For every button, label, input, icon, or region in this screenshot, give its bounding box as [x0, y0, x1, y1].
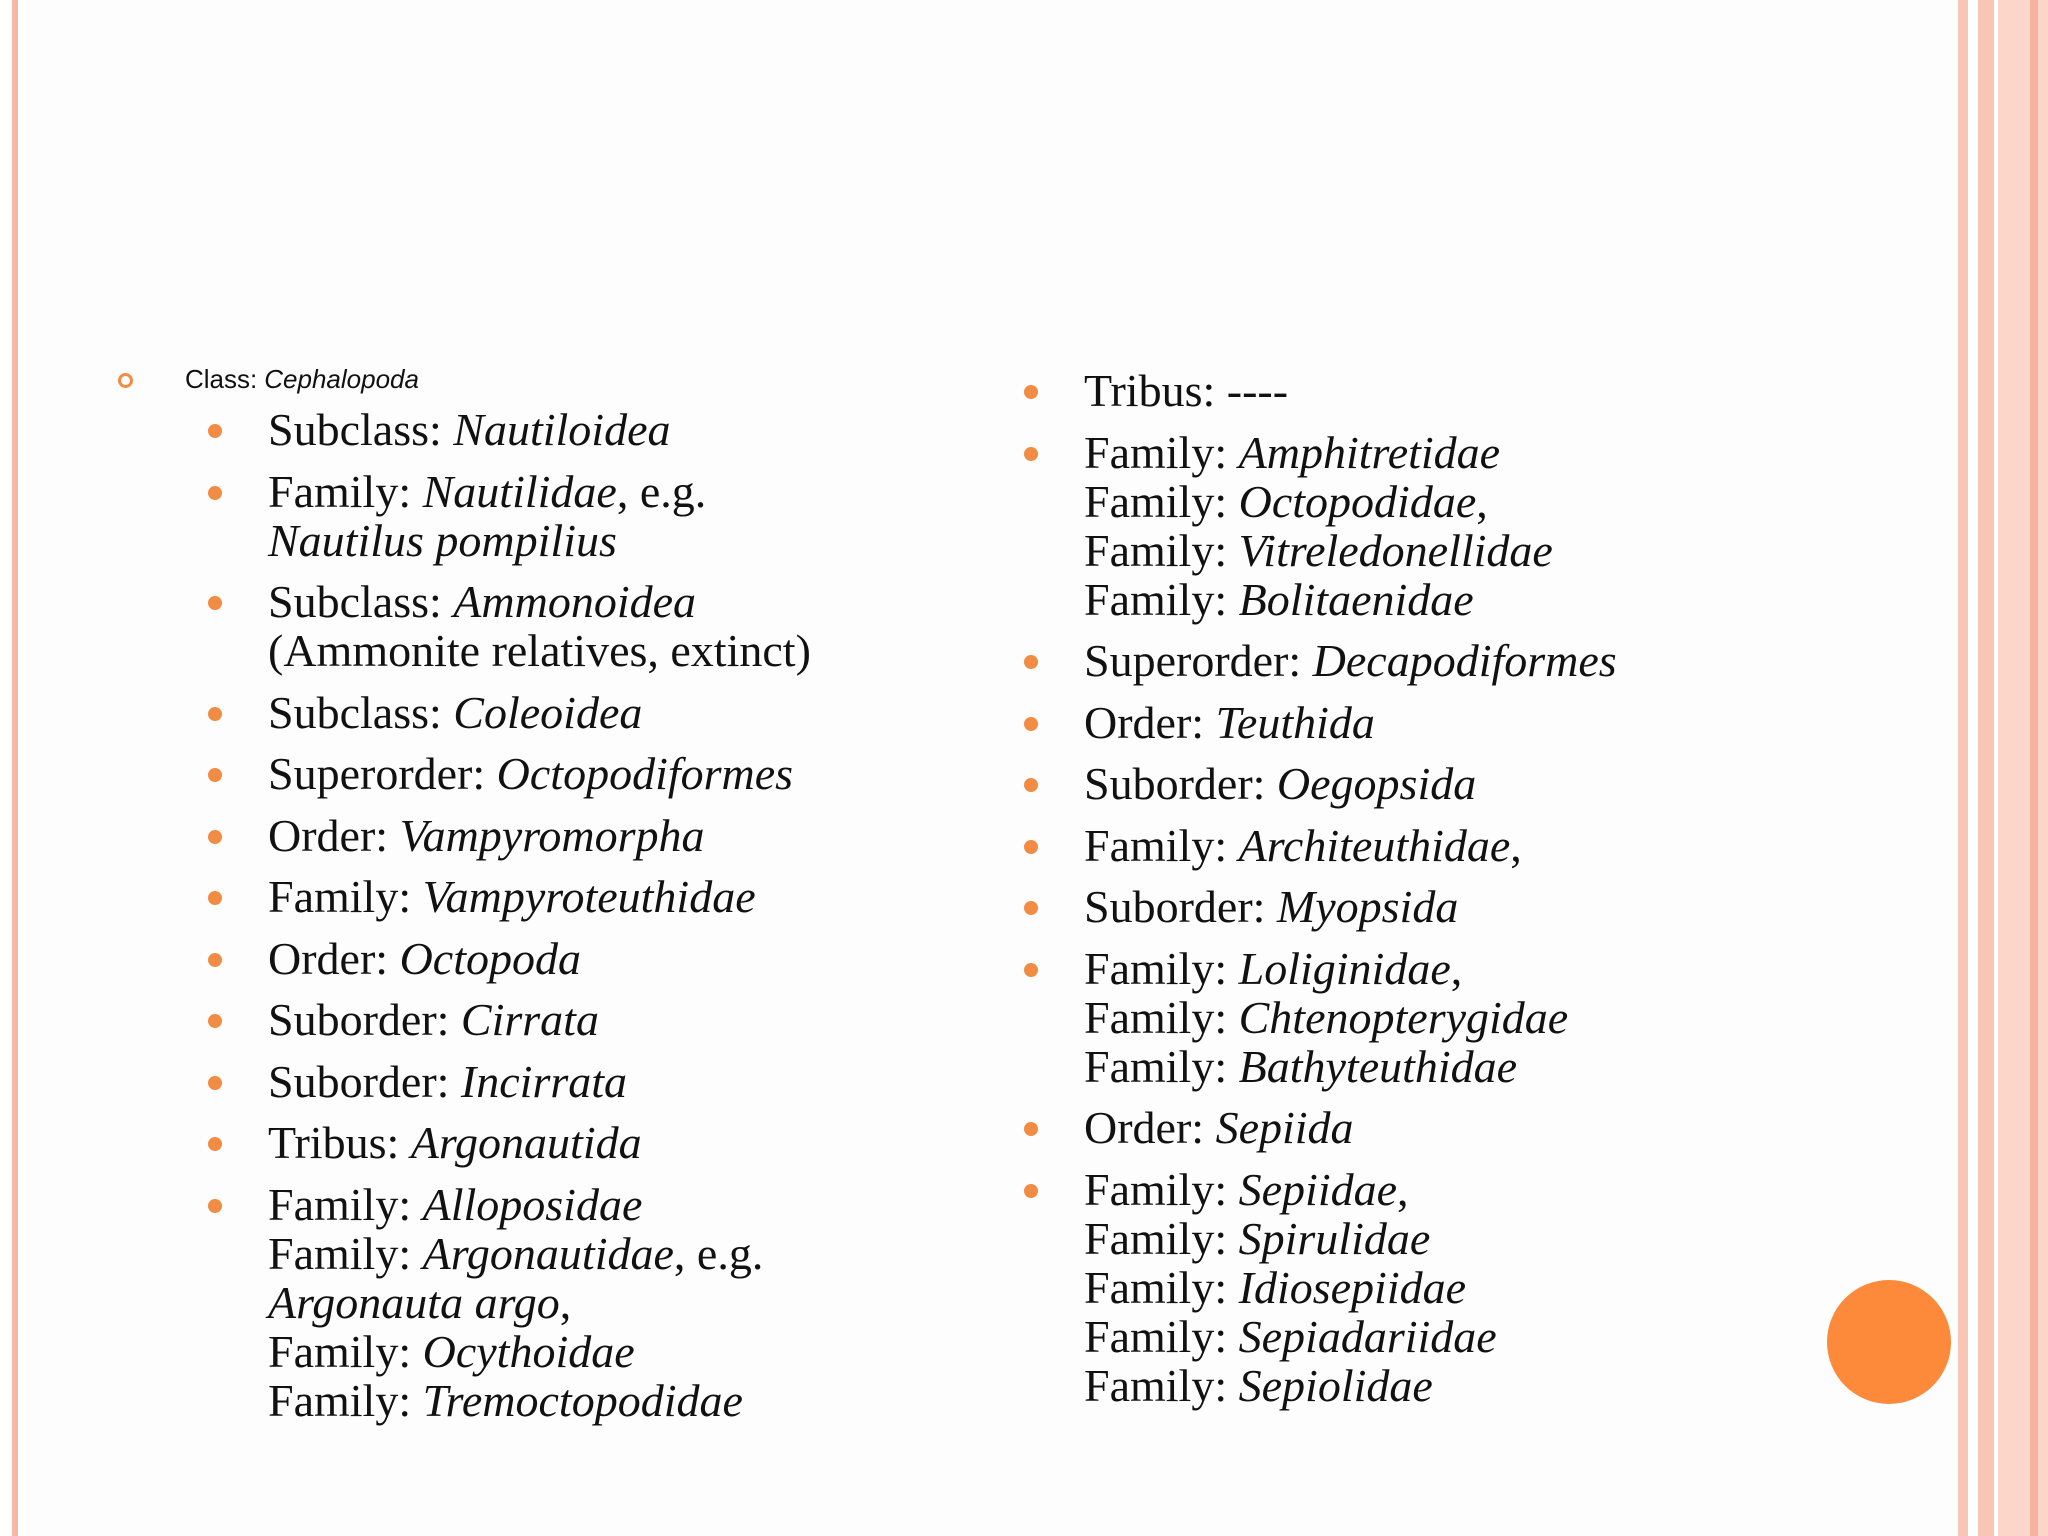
bullet-icon: [1024, 447, 1038, 461]
taxon-line: [268, 1057, 920, 1106]
taxon-rank: Family:: [1084, 1212, 1228, 1264]
taxon-name: Chtenopterygidae: [1238, 991, 1569, 1043]
taxon-rank: Subclass:: [268, 686, 442, 738]
taxon-rank: Family:: [1084, 1310, 1228, 1362]
taxon-line: [268, 1327, 920, 1376]
taxon-line: [268, 1118, 920, 1167]
taxon-suffix: ,: [1397, 1163, 1409, 1215]
taxon-name: Octopodiformes: [496, 748, 794, 799]
taxon-rank: Family:: [1084, 991, 1228, 1043]
taxon-line: [268, 872, 920, 921]
taxon-name: Sepiolidae: [1238, 1359, 1433, 1411]
bullet-icon: [1024, 385, 1038, 399]
taxon-rank: Family:: [268, 1325, 412, 1377]
taxon-line: [268, 934, 920, 983]
bullet-icon: [1024, 1184, 1038, 1198]
taxon-name: Sepiadariidae: [1238, 1310, 1497, 1362]
right-border-stripe: [2030, 0, 2038, 1536]
taxon-rank: Tribus: ----: [1084, 365, 1289, 416]
list-item: [1016, 366, 1736, 415]
right-border-stripe: [1998, 0, 2048, 1536]
right-border-stripe: [1978, 0, 1994, 1536]
taxon-name: Nautilidae: [422, 465, 617, 517]
class-heading: [118, 364, 419, 394]
taxon-line: [1084, 428, 1736, 477]
taxon-rank: Subclass:: [268, 404, 442, 455]
taxon-name: Oegopsida: [1276, 758, 1477, 809]
taxon-suffix: ,: [1476, 475, 1488, 527]
bullet-icon: [208, 891, 222, 905]
taxon-rank: Order:: [1084, 1102, 1205, 1153]
list-item: [1016, 759, 1736, 808]
taxon-line: [1084, 366, 1736, 415]
taxon-rank: Order:: [268, 809, 389, 861]
list-item: [200, 577, 920, 675]
taxon-name: Bolitaenidae: [1238, 573, 1474, 625]
bullet-icon: [208, 424, 222, 438]
taxon-rank: Suborder:: [268, 994, 450, 1045]
list-item: [200, 934, 920, 983]
taxon-name: Nautiloidea: [453, 404, 671, 455]
taxon-name: Octopoda: [399, 932, 581, 984]
taxon-line: [1084, 636, 1736, 685]
left-taxonomy-list: [200, 405, 920, 1437]
bullet-icon: [1024, 901, 1038, 915]
taxon-rank: Family:: [1084, 426, 1228, 478]
bullet-icon: [1024, 963, 1038, 977]
taxon-line: [1084, 993, 1736, 1042]
taxon-line: [268, 1376, 920, 1425]
list-item: [200, 1057, 920, 1106]
taxon-name: Loliginidae: [1238, 942, 1451, 994]
taxon-line: [1084, 1165, 1736, 1214]
taxon-rank: Order:: [1084, 696, 1205, 748]
taxon-suffix: ,: [1450, 942, 1463, 994]
hollow-bullet-icon: [118, 373, 133, 388]
taxon-name: Argonautidae: [422, 1227, 674, 1279]
taxon-line: [1084, 1263, 1736, 1312]
list-item: [1016, 636, 1736, 685]
taxon-rank: Superorder:: [1084, 635, 1302, 686]
taxon-suffix: , e.g.: [673, 1227, 764, 1279]
bullet-icon: [1024, 778, 1038, 792]
taxon-line: [1084, 1361, 1736, 1410]
taxon-name: Alloposidae: [422, 1178, 643, 1230]
taxon-line: [1084, 1214, 1736, 1263]
taxon-name: Ammonoidea: [453, 576, 697, 627]
taxon-line: [268, 1278, 920, 1327]
right-border: [1956, 0, 2048, 1536]
taxon-name: Nautilus pompilius: [268, 514, 617, 566]
taxon-name: Idiosepiidae: [1238, 1261, 1467, 1313]
taxon-line: [268, 405, 920, 454]
left-border: [0, 0, 26, 1536]
taxon-name: Argonauta argo: [268, 1276, 560, 1328]
bullet-icon: [208, 1076, 222, 1090]
taxon-name: Tremoctopodidae: [422, 1374, 743, 1426]
taxon-line: [1084, 698, 1736, 747]
bullet-icon: [208, 830, 222, 844]
taxon-rank: Family:: [1084, 1359, 1228, 1411]
taxon-rank: Family:: [1084, 1261, 1228, 1313]
taxon-rank: Family:: [1084, 1040, 1228, 1092]
taxon-name: Octopodidae: [1238, 475, 1477, 527]
bullet-icon: [1024, 1122, 1038, 1136]
taxon-name: Sepiidae: [1238, 1163, 1398, 1215]
taxon-suffix: ,: [1510, 819, 1522, 871]
taxon-name: Cirrata: [460, 994, 599, 1045]
taxon-name: Vampyromorpha: [399, 809, 705, 861]
taxon-name: Spirulidae: [1238, 1212, 1431, 1264]
bullet-icon: [1024, 840, 1038, 854]
taxon-rank: Family:: [268, 1227, 412, 1279]
taxon-suffix: , e.g.: [616, 465, 707, 517]
taxon-name: Teuthida: [1215, 696, 1375, 748]
taxon-rank: Family:: [1084, 1163, 1228, 1215]
taxon-line: [1084, 477, 1736, 526]
list-item: [1016, 1103, 1736, 1152]
taxon-line: [268, 577, 920, 626]
bullet-icon: [208, 707, 222, 721]
taxon-name: Vitreledonellidae: [1238, 524, 1553, 576]
taxon-line: [268, 688, 920, 737]
bullet-icon: [208, 596, 222, 610]
list-item: [200, 405, 920, 454]
taxon-name: Myopsida: [1276, 881, 1459, 932]
taxon-rank: Family:: [268, 465, 412, 517]
taxon-line: [268, 516, 920, 565]
list-item: [200, 1180, 920, 1425]
taxon-rank: Family:: [1084, 475, 1228, 527]
taxon-rank: Family:: [268, 871, 412, 922]
class-label: Class:: [185, 363, 258, 394]
taxon-name: Decapodiformes: [1312, 635, 1617, 686]
taxon-line: [1084, 1312, 1736, 1361]
bullet-icon: [1024, 655, 1038, 669]
right-taxonomy-list: [1016, 366, 1736, 1422]
decorative-orange-circle: [1827, 1280, 1951, 1404]
taxon-rank: Superorder:: [268, 748, 486, 799]
list-item: [1016, 698, 1736, 747]
bullet-icon: [208, 1137, 222, 1151]
list-item: [200, 749, 920, 798]
list-item: [200, 688, 920, 737]
bullet-icon: [208, 486, 222, 500]
taxon-rank: Family:: [1084, 524, 1228, 576]
taxon-rank: Family:: [1084, 942, 1228, 994]
left-border-stripe: [12, 0, 18, 1536]
bullet-icon: [208, 1014, 222, 1028]
taxon-name: Argonautida: [410, 1117, 642, 1168]
taxon-line: [1084, 575, 1736, 624]
taxon-rank: Family:: [268, 1374, 412, 1426]
taxon-line: [1084, 821, 1736, 870]
class-name: Cephalopoda: [264, 363, 419, 394]
taxon-line: [1084, 1103, 1736, 1152]
taxon-rank: Order:: [268, 932, 389, 984]
list-item: [200, 1118, 920, 1167]
taxon-rank: Suborder:: [1084, 758, 1266, 809]
taxon-rank: Suborder:: [268, 1055, 450, 1107]
taxon-line: [268, 749, 920, 798]
list-item: [1016, 944, 1736, 1091]
list-item: [1016, 428, 1736, 624]
bullet-icon: [208, 768, 222, 782]
taxon-name: Coleoidea: [453, 686, 643, 738]
taxon-line: [268, 467, 920, 516]
taxon-name: Amphitretidae: [1238, 426, 1501, 478]
list-item: [1016, 821, 1736, 870]
taxon-suffix: ,: [559, 1276, 572, 1328]
taxon-name: Vampyroteuthidae: [422, 871, 756, 922]
list-item: [200, 872, 920, 921]
right-border-stripe: [1958, 0, 1968, 1536]
taxon-name: Incirrata: [460, 1055, 628, 1107]
taxon-name: Bathyteuthidae: [1238, 1040, 1518, 1092]
list-item: [1016, 882, 1736, 931]
list-item: [1016, 1165, 1736, 1410]
taxon-rank: Family:: [268, 1178, 412, 1230]
taxon-name: Sepiida: [1215, 1102, 1354, 1153]
taxon-line: [268, 811, 920, 860]
taxon-line: [1084, 526, 1736, 575]
bullet-icon: [208, 1199, 222, 1213]
taxon-line: [268, 995, 920, 1044]
list-item: [200, 995, 920, 1044]
taxon-line: [268, 626, 920, 675]
bullet-icon: [208, 953, 222, 967]
taxon-rank: Tribus:: [268, 1117, 400, 1168]
taxon-rank: Subclass:: [268, 576, 442, 627]
taxon-rank: Suborder:: [1084, 881, 1266, 932]
taxon-line: [268, 1229, 920, 1278]
list-item: [200, 467, 920, 565]
bullet-icon: [1024, 717, 1038, 731]
list-item: [200, 811, 920, 860]
taxon-line: [268, 1180, 920, 1229]
taxon-line: [1084, 882, 1736, 931]
taxon-name: Ocythoidae: [422, 1325, 635, 1377]
taxon-line: [1084, 759, 1736, 808]
taxon-line: [1084, 944, 1736, 993]
taxon-rank: (Ammonite relatives, extinct): [268, 625, 811, 676]
taxon-line: [1084, 1042, 1736, 1091]
taxon-rank: Family:: [1084, 573, 1228, 625]
taxon-rank: Family:: [1084, 819, 1228, 871]
taxon-name: Architeuthidae: [1238, 819, 1511, 871]
